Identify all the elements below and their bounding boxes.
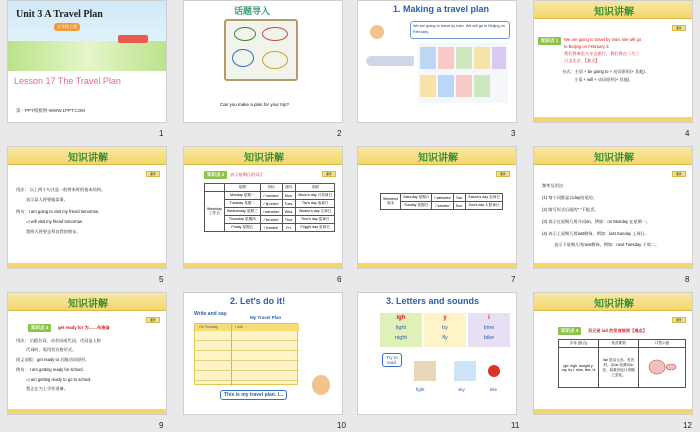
table-cell: /ˈsætədeɪ/ [432, 194, 453, 202]
table-cell: Sat. [453, 194, 465, 202]
column-header: I will... [235, 325, 246, 329]
sound-word: by [442, 325, 448, 331]
slide-12-thumbnail[interactable] [533, 292, 693, 415]
slide-footer-stripe [534, 117, 693, 122]
row-label: Weekend 周末 [381, 194, 401, 210]
bus-icon [118, 35, 148, 43]
knowledge-point-text: 双元音 /aɪ/ 的发音规则【难点】 [588, 328, 647, 333]
text-line: 我正在为上学作准备。 [26, 386, 68, 391]
slide-8-thumbnail[interactable] [533, 146, 693, 269]
slide-header [358, 147, 517, 165]
text-line: We are going to travel by train. We will go [564, 37, 642, 42]
plan-table [194, 323, 298, 385]
grade-badge: 五年级上册 [54, 23, 80, 31]
instruction-text: Write and say. [194, 311, 228, 317]
slide-5-title: 知识讲解 [68, 153, 108, 164]
text-line: 频率及用法： [542, 183, 568, 188]
sound-pattern: igh [396, 315, 406, 321]
text-line: =I am getting ready to go to school. [26, 377, 92, 382]
table-header: 字母 (组合) [559, 340, 599, 348]
sound-word: time [483, 325, 495, 331]
picture-word: sky [458, 387, 465, 392]
field-background [8, 41, 167, 71]
slide-header [184, 147, 343, 165]
slide-11-thumbnail[interactable] [357, 292, 517, 415]
table-cell: /ˈθɜːzdeɪ/ [260, 216, 282, 224]
tag-label: 课件 [672, 25, 686, 31]
knowledge-point-box: 知识点 4 [558, 327, 581, 335]
text-line: =I will visit my friend tomorrow. [26, 219, 83, 224]
text-line: 例句： I am getting ready for school. [16, 367, 84, 372]
lesson-subtitle: Lesson 17 The Travel Plan [14, 76, 121, 86]
sound-rule-table [558, 339, 686, 388]
tag-label: 课件 [146, 317, 160, 323]
table-cell: Frigg's day 爱神日 [296, 224, 335, 232]
try-to-read-label: Try to read. [382, 353, 402, 367]
slide-3-title: 1. Making a travel plan [393, 4, 490, 14]
slide-number: 12 [683, 421, 692, 430]
slide-number: 10 [337, 421, 346, 430]
drawing-picture [224, 19, 298, 81]
slide-2-thumbnail[interactable] [183, 0, 343, 123]
slide-number: 3 [511, 129, 516, 138]
slide-footer-stripe [8, 409, 167, 414]
table-cell: Tues. [282, 200, 296, 208]
slide-footer-stripe [184, 263, 343, 268]
slide-1-title: Unit 3 A Travel Plan [16, 9, 103, 20]
speech-bubble: We are going to travel by train. We will go to Beijing on February. [410, 21, 510, 39]
table-cell: Saturday 星期六 [401, 194, 432, 202]
knowledge-point-text: get ready for 为……作准备 [58, 325, 110, 330]
slide-number: 2 [337, 129, 342, 138]
table-header: 音标 [260, 184, 282, 192]
sound-column [424, 313, 466, 347]
table-cell: Monday 星期一 [224, 192, 260, 200]
slide-grid [7, 0, 693, 432]
text-line: 例句：I am going to visit my friend tomorrow. [16, 209, 100, 214]
table-cell: Woden's day 主神日 [296, 208, 335, 216]
slide-6-title: 知识讲解 [244, 153, 284, 164]
slide-footer: 第一PPT模板网-WWW.1PPT.COM [16, 108, 85, 113]
table-cell: Tuesday 星期二 [224, 200, 260, 208]
slide-11-title: 3. Letters and sounds [386, 296, 480, 306]
text-line: (1) 每个词都是以day结尾的。 [542, 195, 597, 200]
table-cell: Thur. [282, 216, 296, 224]
table-cell: /ˈwenzdeɪ/ [260, 208, 282, 216]
table-cell: Thursday 星期四 [224, 216, 260, 224]
slide-7-thumbnail[interactable] [357, 146, 517, 269]
slide-header [8, 293, 167, 311]
sound-pattern: y [443, 315, 447, 321]
table-header: 口型示意 [639, 340, 686, 348]
slide-2-caption: Can you make a plan for your trip? [220, 102, 290, 107]
slide-number: 7 [511, 275, 516, 284]
table-cell: /ˈmʌndeɪ/ [260, 192, 282, 200]
table-header: 缩写 [282, 184, 296, 192]
table-header: 来源 [296, 184, 335, 192]
slide-4-title: 知识讲解 [594, 7, 634, 18]
fight-picture [414, 361, 436, 381]
sound-column [468, 313, 510, 347]
slide-number: 4 [685, 129, 690, 138]
sound-pattern: i [488, 315, 490, 321]
slide-7-title: 知识讲解 [418, 153, 458, 164]
table-cell: /aɪ/ 是双元音。发音时，由/a/ 音滑向/ɪ/音，前重后轻口形随之变化。 [599, 348, 639, 388]
row-label: Weekday 工作日 [205, 192, 225, 232]
table-cell: Fri. [282, 224, 296, 232]
slide-4-thumbnail[interactable] [533, 0, 693, 123]
text-line: (4) 表示上星期几用last修饰，例如：last Sunday 上周日。 [542, 231, 650, 236]
slide-footer-stripe [534, 263, 693, 268]
boy-icon [370, 25, 384, 39]
slide-number: 9 [159, 421, 164, 430]
table-cell: Friday 星期五 [224, 224, 260, 232]
table-header: 星期 [224, 184, 260, 192]
text-line: (2) 缩写形式后面的"."不能丢。 [542, 207, 599, 212]
text-line: to Beijing on February 3. [564, 44, 610, 49]
table-cell: /ˈsʌndeɪ/ [432, 202, 453, 210]
sound-word: light [395, 325, 407, 331]
table-cell: Tiw's day 战神日 [296, 200, 335, 208]
slide-number: 5 [159, 275, 164, 284]
slide-5-thumbnail[interactable] [7, 146, 167, 269]
table-cell: Mon. [282, 192, 296, 200]
knowledge-point-text: 表示星期几的词汇 [230, 172, 264, 177]
text-line: 表示某人将要做某事。 [26, 197, 68, 202]
table-cell: Wed. [282, 208, 296, 216]
mouth-diagram-cell [639, 348, 686, 388]
text-line: 用法： 以上两个句式是一般将来时的基本结构。 [16, 187, 106, 192]
text-line: 代词时，需用其宾格形式。 [26, 347, 77, 352]
weekend-table [380, 193, 503, 210]
picture-word: fight [416, 387, 425, 392]
slide-12-title: 知识讲解 [594, 299, 634, 310]
text-line: 主语 + will + 动词原形(+ 其他). [574, 77, 631, 82]
table-cell: Wednesday 星期三 [224, 208, 260, 216]
text-line: 我明天将要去拜访我的朋友。 [26, 229, 81, 234]
table-cell: igh: high, tonight y: my, try i: nine, fine, hi [559, 348, 599, 388]
slide-header [534, 1, 693, 19]
slide-footer-stripe [8, 263, 167, 268]
slide-1-thumbnail[interactable] [7, 0, 167, 123]
table-cell: Sunday 星期日 [401, 202, 432, 210]
slide-2-title: 话题导入 [234, 6, 271, 16]
mouth-shape-icon [647, 356, 677, 378]
tag-label: 课件 [672, 317, 686, 323]
text-line: 用法： 后跟名词、动名词或代词。代词是人称 [16, 338, 101, 343]
table-header: 发音要领 [599, 340, 639, 348]
slide-header [534, 147, 693, 165]
table-cell: Thor's day 雷神日 [296, 216, 335, 224]
slide-10-title: 2. Let's do it! [230, 296, 286, 306]
knowledge-point-box: 知识点 3 [28, 324, 51, 332]
train-icon [366, 56, 414, 66]
weekday-table [204, 183, 335, 232]
tag-label: 课件 [322, 171, 336, 177]
table-cell: /ˈfraɪdeɪ/ [260, 224, 282, 232]
table-cell: Saturn's day 农神日 [466, 194, 503, 202]
slide-number: 11 [511, 421, 520, 430]
slide-3-thumbnail[interactable] [357, 0, 517, 123]
slide-9-title: 知识讲解 [68, 299, 108, 310]
table-cell: Sun's day 太阳神日 [466, 202, 503, 210]
slide-header [534, 293, 693, 311]
text-line: 日去北京。【难点】 [564, 58, 600, 63]
text-line: 句式：主语 + be going to + 动词原形(+ 其他). [562, 69, 646, 74]
text-line: (3) 表示在星期几用介词on。例如：on Monday 在星期一。 [542, 219, 651, 224]
sound-word: fly [442, 335, 448, 341]
table-header [205, 184, 225, 192]
slide-9-thumbnail[interactable] [7, 292, 167, 415]
calendar-picture [418, 43, 508, 103]
slide-header [8, 147, 167, 165]
slide-6-thumbnail[interactable] [183, 146, 343, 269]
slide-footer-stripe [534, 409, 693, 414]
kite-icon [488, 365, 500, 377]
sound-column [380, 313, 422, 347]
tag-label: 课件 [146, 171, 160, 177]
slide-number: 8 [685, 275, 690, 284]
slide-8-title: 知识讲解 [594, 153, 634, 164]
slide-number: 6 [337, 275, 342, 284]
speech-bubble: This is my travel plan. I... [220, 390, 287, 400]
slide-number: 1 [159, 129, 164, 138]
column-header: On Sunday [199, 325, 218, 329]
tag-label: 课件 [672, 171, 686, 177]
slide-10-thumbnail[interactable] [183, 292, 343, 415]
table-cell: Sun. [453, 202, 465, 210]
picture-word: kite [490, 387, 498, 392]
text-line: 同义词组：get ready to 后跟动词原形。 [16, 357, 90, 362]
boy-icon [312, 375, 330, 395]
sound-word: night [395, 335, 407, 341]
plan-title: My Travel Plan [250, 315, 282, 320]
slide-footer-stripe [358, 263, 517, 268]
table-cell: /ˈtjuːzdeɪ/ [260, 200, 282, 208]
sound-word: bike [483, 335, 495, 341]
knowledge-point-box: 知识点 1 [538, 37, 561, 45]
tag-label: 课件 [496, 171, 510, 177]
table-cell: Moon's day 月亮神日 [296, 192, 335, 200]
knowledge-point-box: 知识点 2 [204, 171, 227, 179]
sky-picture [454, 361, 476, 381]
text-line: 我们将乘坐火车去旅行。我们将在二月三 [564, 51, 640, 56]
text-line: 表示下星期几用next修饰，例如：next Tuesday 下周二。 [554, 242, 660, 247]
